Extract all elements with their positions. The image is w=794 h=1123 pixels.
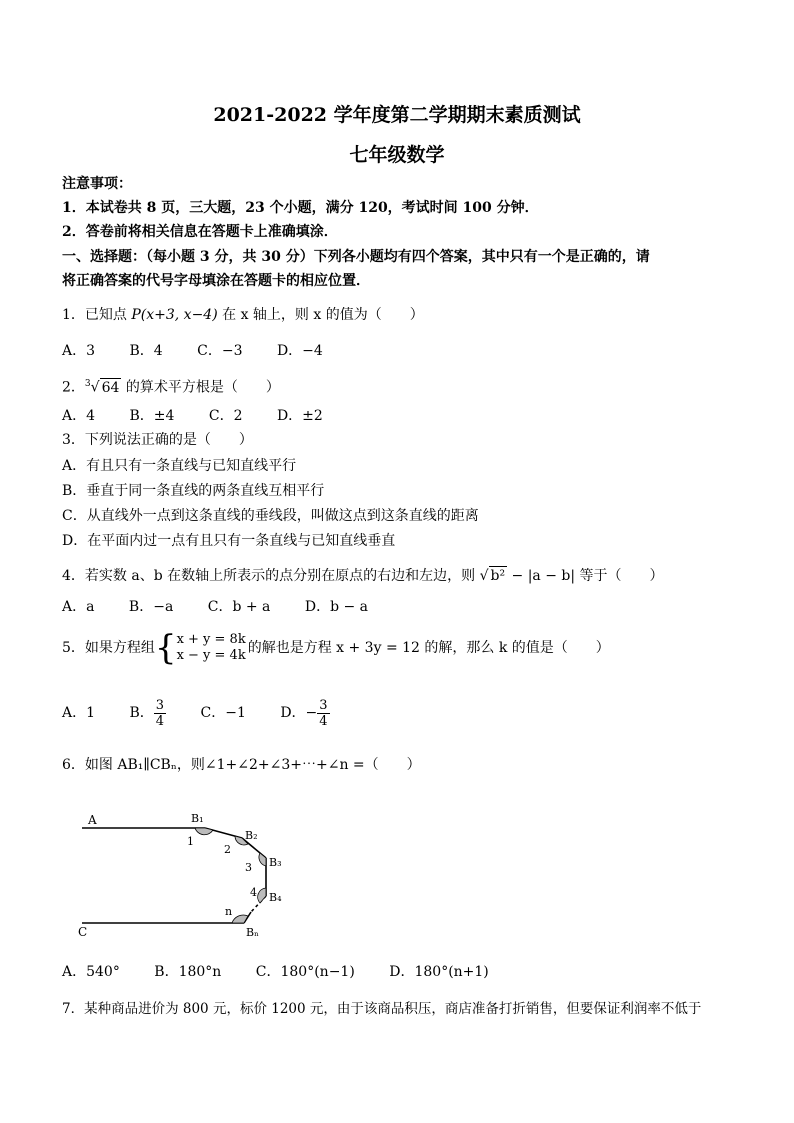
q1-option-a[interactable]: A．3 (62, 343, 96, 359)
figure-label-b3: B₃ (269, 856, 282, 869)
q3-option-c[interactable]: C．从直线外一点到这条直线的垂线段，叫做这点到这条直线的距离 (62, 508, 479, 524)
question-6-figure (70, 808, 310, 948)
q1-option-b[interactable]: B．4 (129, 343, 163, 359)
question-5-options (62, 695, 360, 731)
q4-option-a[interactable]: A．a (62, 599, 95, 615)
q5-option-d[interactable] (280, 695, 329, 731)
question-1-stem (62, 306, 424, 324)
question-2-stem: 2．$^3$√ 64 的算术平方根是（ ） (62, 379, 280, 396)
question-6-options (62, 963, 519, 981)
q6-option-c[interactable]: C．180°(n−1) (255, 964, 355, 980)
q5-brace: { (154, 628, 177, 668)
q3-option-b[interactable]: B．垂直于同一条直线的两条直线互相平行 (62, 483, 325, 499)
q1-option-c[interactable]: C．−3 (197, 343, 243, 359)
question-5-stem (62, 628, 610, 668)
q5-option-d-prefix: D．− (280, 705, 318, 721)
q2-radical-index: 3 (84, 379, 91, 389)
q4-radicand: b² (490, 568, 506, 584)
q1-stem-post: 在 x 轴上，则 x 的值为（ ） (217, 307, 424, 323)
q4-option-b[interactable]: B．−a (128, 599, 174, 615)
question-2-options (62, 407, 353, 425)
figure-label-b2: B₂ (245, 829, 258, 842)
question-7-stem: 7．某种商品进价为 800 元，标价 1200 元，由于该商品积压，商店准备打折销售，但要保证利润率不低于 (62, 1001, 702, 1017)
q5-stem-post: 的解也是方程 x + 3y = 12 的解，那么 k 的值是（ ） (247, 640, 610, 656)
figure-angle-3: 3 (245, 861, 252, 874)
question-4-stem: 4．若实数 a、b 在数轴上所表示的点分别在原点的右边和左边，则 √ b² − |a − b| 等于（ ） (62, 568, 664, 584)
q2-stem-post: 的算术平方根是（ ） (121, 379, 280, 396)
q2-option-a[interactable]: A．4 (62, 408, 96, 424)
q5-option-b[interactable] (129, 695, 166, 731)
q2-option-c[interactable]: C．2 (208, 408, 243, 424)
section1-instructions-1: 一、选择题：（每小题 3 分，共 30 分）下列各小题均有四个答案，其中只有一个是正确的，请 (62, 249, 650, 265)
figure-label-a: A (88, 813, 97, 827)
q5-system (177, 632, 246, 664)
q2-stem-pre: 2． (62, 379, 85, 396)
q5-option-c[interactable]: C．−1 (200, 705, 246, 721)
q4-option-c[interactable]: C．b + a (207, 599, 271, 615)
q5-eq1: x + y = 8k (176, 632, 246, 647)
figure-label-b4: B₄ (269, 891, 282, 904)
q4-option-d[interactable]: D．b − a (304, 599, 369, 615)
figure-angle-4: 4 (250, 886, 257, 899)
q5-option-a[interactable]: A．1 (62, 705, 96, 721)
exam-subtitle: 七年级数学 (349, 144, 445, 166)
q1-point: P(x+3, x−4) (131, 307, 218, 323)
q5-option-d-denominator: 4 (319, 713, 328, 729)
q6-option-d[interactable]: D．180°(n+1) (389, 964, 489, 980)
q5-option-b-prefix: B． (129, 705, 154, 721)
q4-stem-post: − |a − b| 等于（ ） (507, 568, 664, 584)
question-3-stem: 3．下列说法正确的是（ ） (62, 432, 253, 448)
q3-option-a[interactable]: A．有且只有一条直线与已知直线平行 (62, 458, 297, 474)
exam-title: 2021-2022 学年度第二学期期末素质测试 (213, 104, 581, 126)
section1-instructions-2: 将正确答案的代号字母填涂在答题卡的相应位置． (62, 273, 370, 289)
q5-option-d-numerator: 3 (319, 697, 328, 713)
q5-option-b-numerator: 3 (155, 697, 165, 713)
q6-option-b[interactable]: B．180°n (154, 964, 222, 980)
notes-heading: 注意事项： (62, 176, 132, 192)
q5-stem-pre: 5．如果方程组 (62, 640, 155, 656)
figure-angle-1: 1 (187, 835, 194, 848)
q4-stem-pre: 4．若实数 a、b 在数轴上所表示的点分别在原点的右边和左边，则 (62, 568, 480, 584)
q1-option-d[interactable]: D．−4 (276, 343, 323, 359)
figure-label-b1: B₁ (191, 812, 204, 825)
q2-option-b[interactable]: B．±4 (129, 408, 175, 424)
q5-option-b-denominator: 4 (155, 713, 165, 729)
q5-option-d-fraction (317, 698, 329, 729)
q5-option-b-fraction (154, 698, 166, 729)
figure-label-c: C (78, 925, 88, 939)
q2-option-d[interactable]: D．±2 (276, 408, 323, 424)
q3-option-d[interactable]: D．在平面内过一点有且只有一条直线与已知直线垂直 (62, 533, 396, 549)
question-6-stem: 6．如图 AB₁∥CBₙ，则∠1+∠2+∠3+⋯+∠n =（ ） (62, 757, 421, 773)
note-item-1: 1．本试卷共 8 页，三大题，23 个小题，满分 120，考试时间 100 分钟． (62, 200, 539, 216)
figure-label-bn: Bₙ (246, 926, 259, 939)
figure-angle-n: n (225, 905, 233, 918)
q2-radicand: 64 (101, 379, 120, 396)
figure-angle-2: 2 (224, 843, 231, 856)
note-item-2: 2．答卷前将相关信息在答题卡上准确填涂． (62, 224, 338, 240)
q6-option-a[interactable]: A．540° (62, 964, 120, 980)
question-4-options (62, 598, 398, 616)
question-1-options (62, 342, 353, 360)
q5-eq2: x − y = 4k (176, 648, 246, 663)
q1-stem-pre: 1．已知点 (62, 307, 132, 323)
